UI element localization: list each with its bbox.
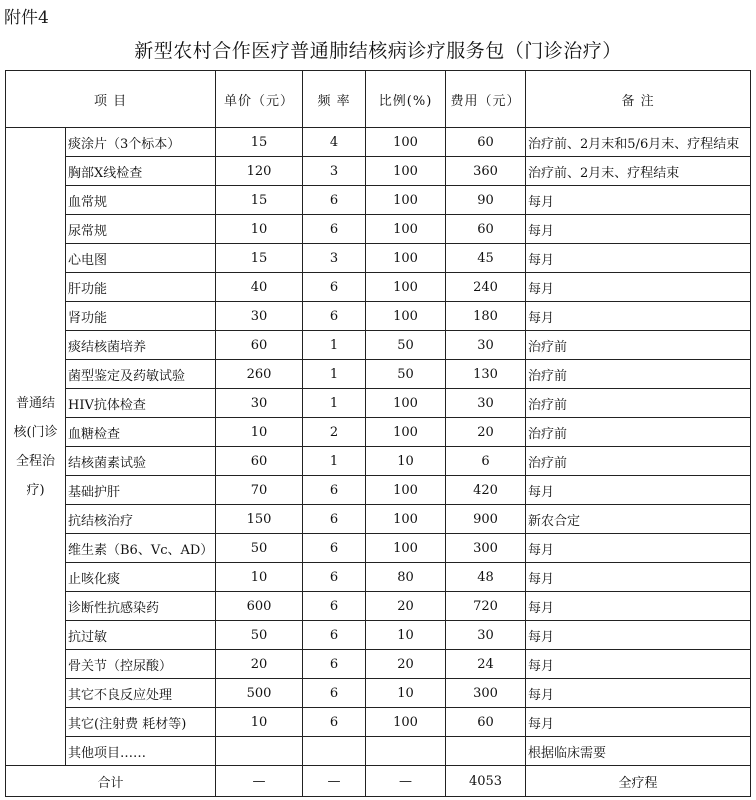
table-row bbox=[6, 592, 751, 621]
ratio-cell: 100 bbox=[366, 389, 446, 418]
frequency-cell: 4 bbox=[303, 128, 366, 157]
cost-cell: 60 bbox=[446, 708, 526, 737]
unit-price-cell: 60 bbox=[216, 331, 303, 360]
header-cost: 费用（元） bbox=[446, 71, 526, 128]
remark-cell: 新农合定 bbox=[526, 505, 751, 534]
remark-cell: 治疗前 bbox=[526, 331, 751, 360]
table-row bbox=[6, 505, 751, 534]
document-title: 新型农村合作医疗普通肺结核病诊疗服务包（门诊治疗） bbox=[134, 40, 622, 62]
table-row bbox=[6, 534, 751, 563]
remark-cell: 每月 bbox=[526, 621, 751, 650]
item-name-cell: 其他项目…… bbox=[66, 737, 216, 766]
frequency-cell bbox=[303, 737, 366, 766]
item-name-cell: 痰涂片（3个标本） bbox=[66, 128, 216, 157]
unit-price-cell: 15 bbox=[216, 128, 303, 157]
table-row bbox=[6, 476, 751, 505]
frequency-cell: 6 bbox=[303, 563, 366, 592]
cost-cell: 60 bbox=[446, 215, 526, 244]
frequency-cell: 2 bbox=[303, 418, 366, 447]
unit-price-cell: 50 bbox=[216, 621, 303, 650]
frequency-cell: 1 bbox=[303, 447, 366, 476]
item-name-cell: 肾功能 bbox=[66, 302, 216, 331]
table-row bbox=[6, 128, 751, 157]
annex-label: 附件4 bbox=[4, 8, 49, 28]
cost-cell: 420 bbox=[446, 476, 526, 505]
total-ratio: — bbox=[366, 766, 446, 797]
cost-cell: 240 bbox=[446, 273, 526, 302]
remark-cell: 每月 bbox=[526, 186, 751, 215]
cost-cell: 300 bbox=[446, 679, 526, 708]
frequency-cell: 6 bbox=[303, 679, 366, 708]
header-frequency: 频 率 bbox=[303, 71, 366, 128]
unit-price-cell: 10 bbox=[216, 563, 303, 592]
table-row bbox=[6, 215, 751, 244]
remark-cell: 治疗前 bbox=[526, 418, 751, 447]
ratio-cell: 50 bbox=[366, 360, 446, 389]
remark-cell: 每月 bbox=[526, 679, 751, 708]
header-ratio: 比例(%) bbox=[366, 71, 446, 128]
remark-cell: 每月 bbox=[526, 302, 751, 331]
frequency-cell: 6 bbox=[303, 273, 366, 302]
total-row bbox=[6, 766, 751, 797]
table-row bbox=[6, 418, 751, 447]
cost-cell: 90 bbox=[446, 186, 526, 215]
ratio-cell: 100 bbox=[366, 418, 446, 447]
total-cost: 4053 bbox=[446, 766, 526, 797]
table-row bbox=[6, 621, 751, 650]
cost-cell: 60 bbox=[446, 128, 526, 157]
ratio-cell: 50 bbox=[366, 331, 446, 360]
unit-price-cell: 10 bbox=[216, 215, 303, 244]
table-row bbox=[6, 650, 751, 679]
item-name-cell: 肝功能 bbox=[66, 273, 216, 302]
cost-cell: 30 bbox=[446, 331, 526, 360]
table-row bbox=[6, 331, 751, 360]
frequency-cell: 6 bbox=[303, 186, 366, 215]
table-row bbox=[6, 360, 751, 389]
remark-cell: 根据临床需要 bbox=[526, 737, 751, 766]
table-row bbox=[6, 273, 751, 302]
unit-price-cell: 10 bbox=[216, 418, 303, 447]
ratio-cell: 10 bbox=[366, 679, 446, 708]
item-name-cell: 胸部X线检查 bbox=[66, 157, 216, 186]
frequency-cell: 6 bbox=[303, 650, 366, 679]
ratio-cell: 100 bbox=[366, 273, 446, 302]
service-package-table bbox=[5, 70, 751, 797]
cost-cell: 24 bbox=[446, 650, 526, 679]
remark-cell: 治疗前、2月末和5/6月末、疗程结束 bbox=[526, 128, 751, 157]
cost-cell: 180 bbox=[446, 302, 526, 331]
ratio-cell: 10 bbox=[366, 621, 446, 650]
unit-price-cell: 120 bbox=[216, 157, 303, 186]
cost-cell: 130 bbox=[446, 360, 526, 389]
item-name-cell: 菌型鉴定及药敏试验 bbox=[66, 360, 216, 389]
frequency-cell: 3 bbox=[303, 157, 366, 186]
ratio-cell: 100 bbox=[366, 186, 446, 215]
frequency-cell: 6 bbox=[303, 505, 366, 534]
item-name-cell: 抗过敏 bbox=[66, 621, 216, 650]
ratio-cell: 100 bbox=[366, 215, 446, 244]
table-row bbox=[6, 186, 751, 215]
frequency-cell: 6 bbox=[303, 534, 366, 563]
remark-cell: 每月 bbox=[526, 244, 751, 273]
remark-cell: 每月 bbox=[526, 273, 751, 302]
item-name-cell: 止咳化痰 bbox=[66, 563, 216, 592]
ratio-cell: 10 bbox=[366, 447, 446, 476]
cost-cell: 720 bbox=[446, 592, 526, 621]
frequency-cell: 6 bbox=[303, 621, 366, 650]
table-row bbox=[6, 563, 751, 592]
header-unit-price: 单价（元） bbox=[216, 71, 303, 128]
unit-price-cell: 600 bbox=[216, 592, 303, 621]
remark-cell: 每月 bbox=[526, 215, 751, 244]
item-name-cell: 维生素（B6、Vc、AD） bbox=[66, 534, 216, 563]
remark-cell: 治疗前、2月末、疗程结束 bbox=[526, 157, 751, 186]
remark-cell: 治疗前 bbox=[526, 447, 751, 476]
item-name-cell: 痰结核菌培养 bbox=[66, 331, 216, 360]
unit-price-cell: 260 bbox=[216, 360, 303, 389]
item-name-cell: 抗结核治疗 bbox=[66, 505, 216, 534]
remark-cell: 每月 bbox=[526, 534, 751, 563]
table-row bbox=[6, 157, 751, 186]
remark-cell: 治疗前 bbox=[526, 360, 751, 389]
item-name-cell: 尿常规 bbox=[66, 215, 216, 244]
table-row bbox=[6, 244, 751, 273]
table-row bbox=[6, 737, 751, 766]
unit-price-cell bbox=[216, 737, 303, 766]
item-name-cell: 诊断性抗感染药 bbox=[66, 592, 216, 621]
unit-price-cell: 60 bbox=[216, 447, 303, 476]
ratio-cell: 100 bbox=[366, 534, 446, 563]
table-row bbox=[6, 679, 751, 708]
cost-cell: 20 bbox=[446, 418, 526, 447]
cost-cell: 360 bbox=[446, 157, 526, 186]
ratio-cell: 100 bbox=[366, 244, 446, 273]
cost-cell: 45 bbox=[446, 244, 526, 273]
unit-price-cell: 15 bbox=[216, 186, 303, 215]
item-name-cell: 其它不良反应处理 bbox=[66, 679, 216, 708]
cost-cell: 900 bbox=[446, 505, 526, 534]
item-name-cell: 心电图 bbox=[66, 244, 216, 273]
remark-cell: 每月 bbox=[526, 476, 751, 505]
cost-cell: 30 bbox=[446, 621, 526, 650]
ratio-cell: 100 bbox=[366, 302, 446, 331]
ratio-cell: 20 bbox=[366, 650, 446, 679]
frequency-cell: 3 bbox=[303, 244, 366, 273]
frequency-cell: 6 bbox=[303, 708, 366, 737]
cost-cell: 300 bbox=[446, 534, 526, 563]
frequency-cell: 6 bbox=[303, 302, 366, 331]
unit-price-cell: 15 bbox=[216, 244, 303, 273]
table-row bbox=[6, 302, 751, 331]
cost-cell: 6 bbox=[446, 447, 526, 476]
unit-price-cell: 20 bbox=[216, 650, 303, 679]
ratio-cell bbox=[366, 737, 446, 766]
total-price: — bbox=[216, 766, 303, 797]
item-name-cell: 血常规 bbox=[66, 186, 216, 215]
header-item: 项 目 bbox=[6, 71, 216, 128]
item-name-cell: 基础护肝 bbox=[66, 476, 216, 505]
remark-cell: 治疗前 bbox=[526, 389, 751, 418]
frequency-cell: 1 bbox=[303, 331, 366, 360]
ratio-cell: 100 bbox=[366, 476, 446, 505]
unit-price-cell: 10 bbox=[216, 708, 303, 737]
frequency-cell: 1 bbox=[303, 389, 366, 418]
ratio-cell: 100 bbox=[366, 708, 446, 737]
remark-cell: 每月 bbox=[526, 563, 751, 592]
item-name-cell: 结核菌素试验 bbox=[66, 447, 216, 476]
unit-price-cell: 30 bbox=[216, 389, 303, 418]
unit-price-cell: 500 bbox=[216, 679, 303, 708]
frequency-cell: 6 bbox=[303, 476, 366, 505]
unit-price-cell: 30 bbox=[216, 302, 303, 331]
frequency-cell: 6 bbox=[303, 215, 366, 244]
header-row bbox=[6, 71, 751, 128]
table-row bbox=[6, 447, 751, 476]
frequency-cell: 1 bbox=[303, 360, 366, 389]
frequency-cell: 6 bbox=[303, 592, 366, 621]
remark-cell: 每月 bbox=[526, 592, 751, 621]
item-name-cell: 骨关节（控尿酸） bbox=[66, 650, 216, 679]
remark-cell: 每月 bbox=[526, 708, 751, 737]
table-row bbox=[6, 708, 751, 737]
unit-price-cell: 50 bbox=[216, 534, 303, 563]
total-remark: 全疗程 bbox=[526, 766, 751, 797]
unit-price-cell: 40 bbox=[216, 273, 303, 302]
cost-cell bbox=[446, 737, 526, 766]
ratio-cell: 100 bbox=[366, 157, 446, 186]
item-name-cell: HIV抗体检查 bbox=[66, 389, 216, 418]
unit-price-cell: 150 bbox=[216, 505, 303, 534]
table-row bbox=[6, 389, 751, 418]
cost-cell: 48 bbox=[446, 563, 526, 592]
item-name-cell: 血糖检查 bbox=[66, 418, 216, 447]
unit-price-cell: 70 bbox=[216, 476, 303, 505]
ratio-cell: 100 bbox=[366, 128, 446, 157]
cost-cell: 30 bbox=[446, 389, 526, 418]
total-label: 合计 bbox=[6, 766, 216, 797]
remark-cell: 每月 bbox=[526, 650, 751, 679]
ratio-cell: 20 bbox=[366, 592, 446, 621]
table-body bbox=[6, 128, 751, 766]
item-name-cell: 其它(注射费 耗材等) bbox=[66, 708, 216, 737]
header-remark: 备 注 bbox=[526, 71, 751, 128]
ratio-cell: 100 bbox=[366, 505, 446, 534]
ratio-cell: 80 bbox=[366, 563, 446, 592]
group-label: 普通结核(门诊全程治疗) bbox=[6, 128, 66, 766]
total-frequency: — bbox=[303, 766, 366, 797]
